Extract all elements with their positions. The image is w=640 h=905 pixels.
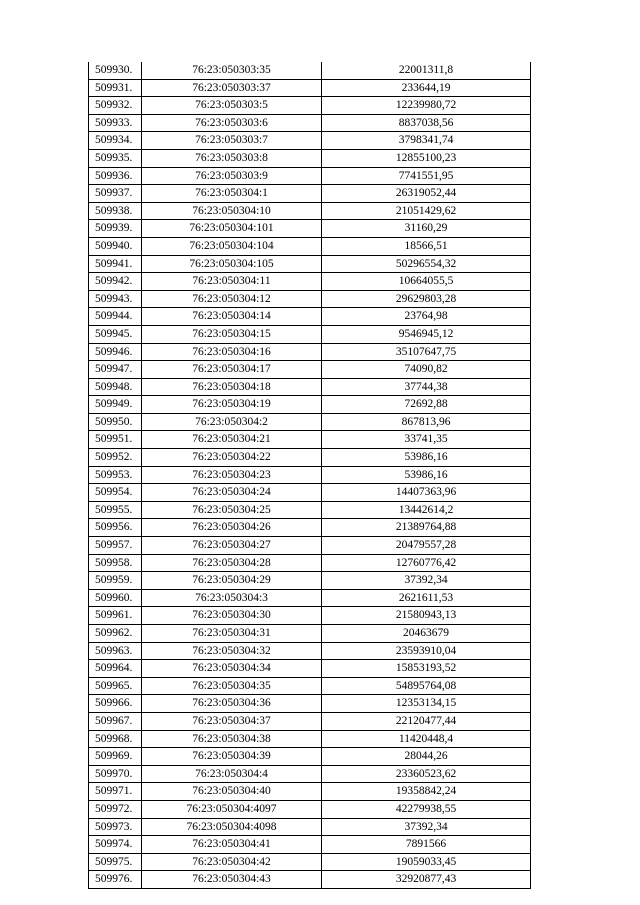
cadastral-value-cell: 9546945,12 — [322, 325, 531, 343]
cadastral-value-cell: 10664055,5 — [322, 273, 531, 291]
cadastral-number-cell: 76:23:050304:11 — [142, 273, 322, 291]
table-row — [89, 308, 531, 326]
cadastral-number-cell: 76:23:050304:40 — [142, 783, 322, 801]
cadastral-value-cell: 32920877,43 — [322, 871, 531, 889]
cadastral-value-cell: 19059033,45 — [322, 853, 531, 871]
cadastral-value-cell: 11420448,4 — [322, 730, 531, 748]
table-row — [89, 712, 531, 730]
row-number-cell: 509964. — [89, 660, 142, 678]
cadastral-value-cell: 26319052,44 — [322, 185, 531, 203]
cadastral-value-cell: 2621611,53 — [322, 589, 531, 607]
cadastral-value-cell: 53986,16 — [322, 466, 531, 484]
cadastral-value-cell: 233644,19 — [322, 79, 531, 97]
cadastral-number-cell: 76:23:050304:2 — [142, 413, 322, 431]
row-number-cell: 509935. — [89, 149, 142, 167]
cadastral-number-cell: 76:23:050304:39 — [142, 748, 322, 766]
row-number-cell: 509952. — [89, 449, 142, 467]
cadastral-number-cell: 76:23:050304:34 — [142, 660, 322, 678]
row-number-cell: 509954. — [89, 484, 142, 502]
table-row — [89, 114, 531, 132]
cadastral-number-cell: 76:23:050303:5 — [142, 97, 322, 115]
cadastral-value-cell: 54895764,08 — [322, 677, 531, 695]
table-row — [89, 800, 531, 818]
cadastral-number-cell: 76:23:050304:31 — [142, 625, 322, 643]
cadastral-number-cell: 76:23:050304:104 — [142, 237, 322, 255]
table-row — [89, 325, 531, 343]
cadastral-value-cell: 18566,51 — [322, 237, 531, 255]
row-number-cell: 509976. — [89, 871, 142, 889]
row-number-cell: 509957. — [89, 537, 142, 555]
row-number-cell: 509966. — [89, 695, 142, 713]
cadastral-number-cell: 76:23:050304:19 — [142, 396, 322, 414]
cadastral-value-cell: 72692,88 — [322, 396, 531, 414]
cadastral-value-cell: 23593910,04 — [322, 642, 531, 660]
row-number-cell: 509965. — [89, 677, 142, 695]
table-row — [89, 431, 531, 449]
cadastral-value-cell: 20463679 — [322, 625, 531, 643]
cadastral-value-cell: 23764,98 — [322, 308, 531, 326]
table-row — [89, 466, 531, 484]
table-row — [89, 378, 531, 396]
table-row — [89, 361, 531, 379]
table-row — [89, 537, 531, 555]
cadastral-number-cell: 76:23:050304:43 — [142, 871, 322, 889]
table-row — [89, 695, 531, 713]
cadastral-number-cell: 76:23:050303:9 — [142, 167, 322, 185]
row-number-cell: 509947. — [89, 361, 142, 379]
cadastral-value-cell: 21051429,62 — [322, 202, 531, 220]
table-row — [89, 765, 531, 783]
row-number-cell: 509971. — [89, 783, 142, 801]
cadastral-number-cell: 76:23:050304:101 — [142, 220, 322, 238]
row-number-cell: 509962. — [89, 625, 142, 643]
cadastral-number-cell: 76:23:050304:28 — [142, 554, 322, 572]
table-row — [89, 343, 531, 361]
row-number-cell: 509944. — [89, 308, 142, 326]
cadastral-number-cell: 76:23:050304:26 — [142, 519, 322, 537]
row-number-cell: 509948. — [89, 378, 142, 396]
cadastral-value-cell: 35107647,75 — [322, 343, 531, 361]
table-row — [89, 237, 531, 255]
table-row — [89, 607, 531, 625]
table-row — [89, 149, 531, 167]
cadastral-number-cell: 76:23:050304:30 — [142, 607, 322, 625]
table-row — [89, 220, 531, 238]
cadastral-value-cell: 22120477,44 — [322, 712, 531, 730]
cadastral-value-table — [88, 62, 531, 889]
cadastral-value-cell: 28044,26 — [322, 748, 531, 766]
cadastral-number-cell: 76:23:050304:3 — [142, 589, 322, 607]
row-number-cell: 509946. — [89, 343, 142, 361]
row-number-cell: 509974. — [89, 836, 142, 854]
cadastral-number-cell: 76:23:050303:7 — [142, 132, 322, 150]
cadastral-value-cell: 21389764,88 — [322, 519, 531, 537]
table-row — [89, 396, 531, 414]
cadastral-number-cell: 76:23:050304:4098 — [142, 818, 322, 836]
cadastral-value-cell: 7741551,95 — [322, 167, 531, 185]
row-number-cell: 509967. — [89, 712, 142, 730]
cadastral-number-cell: 76:23:050304:105 — [142, 255, 322, 273]
row-number-cell: 509963. — [89, 642, 142, 660]
cadastral-value-cell: 37392,34 — [322, 818, 531, 836]
row-number-cell: 509939. — [89, 220, 142, 238]
cadastral-number-cell: 76:23:050304:27 — [142, 537, 322, 555]
table-row — [89, 519, 531, 537]
cadastral-number-cell: 76:23:050304:15 — [142, 325, 322, 343]
row-number-cell: 509950. — [89, 413, 142, 431]
cadastral-value-cell: 33741,35 — [322, 431, 531, 449]
cadastral-number-cell: 76:23:050304:17 — [142, 361, 322, 379]
table-row — [89, 185, 531, 203]
table-row — [89, 554, 531, 572]
table-row — [89, 589, 531, 607]
row-number-cell: 509958. — [89, 554, 142, 572]
row-number-cell: 509969. — [89, 748, 142, 766]
row-number-cell: 509951. — [89, 431, 142, 449]
cadastral-number-cell: 76:23:050304:35 — [142, 677, 322, 695]
row-number-cell: 509940. — [89, 237, 142, 255]
cadastral-value-cell: 7891566 — [322, 836, 531, 854]
cadastral-number-cell: 76:23:050303:35 — [142, 62, 322, 79]
row-number-cell: 509961. — [89, 607, 142, 625]
cadastral-value-cell: 37392,34 — [322, 572, 531, 590]
row-number-cell: 509973. — [89, 818, 142, 836]
cadastral-number-cell: 76:23:050304:38 — [142, 730, 322, 748]
cadastral-number-cell: 76:23:050304:42 — [142, 853, 322, 871]
table-row — [89, 97, 531, 115]
table-row — [89, 642, 531, 660]
cadastral-value-cell: 867813,96 — [322, 413, 531, 431]
table-row — [89, 167, 531, 185]
cadastral-number-cell: 76:23:050304:1 — [142, 185, 322, 203]
cadastral-value-cell: 23360523,62 — [322, 765, 531, 783]
row-number-cell: 509931. — [89, 79, 142, 97]
cadastral-number-cell: 76:23:050304:4097 — [142, 800, 322, 818]
cadastral-value-cell: 74090,82 — [322, 361, 531, 379]
row-number-cell: 509956. — [89, 519, 142, 537]
cadastral-number-cell: 76:23:050304:32 — [142, 642, 322, 660]
row-number-cell: 509941. — [89, 255, 142, 273]
cadastral-value-cell: 12239980,72 — [322, 97, 531, 115]
cadastral-value-cell: 8837038,56 — [322, 114, 531, 132]
cadastral-value-cell: 12353134,15 — [322, 695, 531, 713]
row-number-cell: 509930. — [89, 62, 142, 79]
row-number-cell: 509937. — [89, 185, 142, 203]
table-row — [89, 677, 531, 695]
row-number-cell: 509959. — [89, 572, 142, 590]
cadastral-value-cell: 15853193,52 — [322, 660, 531, 678]
row-number-cell: 509972. — [89, 800, 142, 818]
table-row — [89, 273, 531, 291]
table-row — [89, 62, 531, 79]
cadastral-number-cell: 76:23:050304:24 — [142, 484, 322, 502]
cadastral-number-cell: 76:23:050304:22 — [142, 449, 322, 467]
table-row — [89, 413, 531, 431]
cadastral-value-cell: 12760776,42 — [322, 554, 531, 572]
row-number-cell: 509938. — [89, 202, 142, 220]
table-row — [89, 818, 531, 836]
row-number-cell: 509975. — [89, 853, 142, 871]
row-number-cell: 509936. — [89, 167, 142, 185]
cadastral-number-cell: 76:23:050304:14 — [142, 308, 322, 326]
table-row — [89, 449, 531, 467]
table-row — [89, 501, 531, 519]
cadastral-number-cell: 76:23:050304:25 — [142, 501, 322, 519]
cadastral-value-cell: 19358842,24 — [322, 783, 531, 801]
cadastral-value-cell: 29629803,28 — [322, 290, 531, 308]
cadastral-value-cell: 3798341,74 — [322, 132, 531, 150]
cadastral-number-cell: 76:23:050304:10 — [142, 202, 322, 220]
table-row — [89, 730, 531, 748]
table-row — [89, 660, 531, 678]
table-row — [89, 836, 531, 854]
row-number-cell: 509960. — [89, 589, 142, 607]
row-number-cell: 509968. — [89, 730, 142, 748]
cadastral-number-cell: 76:23:050303:37 — [142, 79, 322, 97]
cadastral-number-cell: 76:23:050304:29 — [142, 572, 322, 590]
cadastral-number-cell: 76:23:050304:16 — [142, 343, 322, 361]
row-number-cell: 509953. — [89, 466, 142, 484]
cadastral-value-cell: 12855100,23 — [322, 149, 531, 167]
table-row — [89, 783, 531, 801]
cadastral-number-cell: 76:23:050304:37 — [142, 712, 322, 730]
cadastral-number-cell: 76:23:050304:23 — [142, 466, 322, 484]
cadastral-value-cell: 50296554,32 — [322, 255, 531, 273]
row-number-cell: 509955. — [89, 501, 142, 519]
table-row — [89, 853, 531, 871]
table-row — [89, 79, 531, 97]
cadastral-number-cell: 76:23:050304:21 — [142, 431, 322, 449]
row-number-cell: 509933. — [89, 114, 142, 132]
cadastral-value-cell: 53986,16 — [322, 449, 531, 467]
row-number-cell: 509943. — [89, 290, 142, 308]
cadastral-value-cell: 21580943,13 — [322, 607, 531, 625]
table-row — [89, 255, 531, 273]
row-number-cell: 509949. — [89, 396, 142, 414]
table-row — [89, 625, 531, 643]
cadastral-number-cell: 76:23:050303:8 — [142, 149, 322, 167]
cadastral-number-cell: 76:23:050304:36 — [142, 695, 322, 713]
cadastral-number-cell: 76:23:050304:12 — [142, 290, 322, 308]
table-row — [89, 132, 531, 150]
table-row — [89, 572, 531, 590]
table-row — [89, 748, 531, 766]
cadastral-value-cell: 13442614,2 — [322, 501, 531, 519]
table-row — [89, 202, 531, 220]
row-number-cell: 509970. — [89, 765, 142, 783]
table-row — [89, 290, 531, 308]
table-body — [89, 62, 531, 888]
cadastral-value-cell: 37744,38 — [322, 378, 531, 396]
table-row — [89, 871, 531, 889]
cadastral-number-cell: 76:23:050304:41 — [142, 836, 322, 854]
table-row — [89, 484, 531, 502]
cadastral-value-cell: 14407363,96 — [322, 484, 531, 502]
row-number-cell: 509934. — [89, 132, 142, 150]
row-number-cell: 509942. — [89, 273, 142, 291]
row-number-cell: 509932. — [89, 97, 142, 115]
row-number-cell: 509945. — [89, 325, 142, 343]
cadastral-value-cell: 31160,29 — [322, 220, 531, 238]
cadastral-value-cell: 20479557,28 — [322, 537, 531, 555]
cadastral-number-cell: 76:23:050304:18 — [142, 378, 322, 396]
cadastral-value-cell: 42279938,55 — [322, 800, 531, 818]
cadastral-number-cell: 76:23:050303:6 — [142, 114, 322, 132]
cadastral-number-cell: 76:23:050304:4 — [142, 765, 322, 783]
cadastral-value-cell: 22001311,8 — [322, 62, 531, 79]
